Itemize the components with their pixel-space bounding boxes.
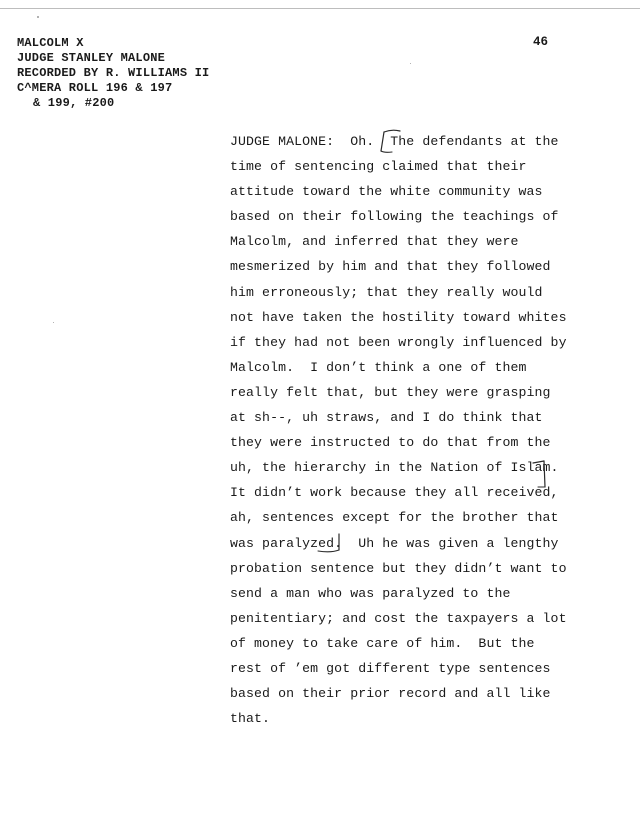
transcript-line: they were instructed to do that from the: [230, 435, 551, 451]
transcript-line: not have taken the hostility toward whites: [230, 309, 567, 325]
transcript-line: time of sentencing claimed that their: [230, 159, 527, 175]
transcript-line: mesmerized by him and that they followed: [230, 259, 551, 275]
transcript-line: penitentiary; and cost the taxpayers a lot: [230, 610, 567, 626]
transcript-line: at sh--, uh straws, and I do think that: [230, 410, 543, 426]
header-recorder: RECORDED BY R. WILLIAMS II: [17, 66, 210, 80]
transcript-line: really felt that, but they were grasping: [230, 384, 551, 400]
transcript-line: attitude toward the white community was: [230, 184, 543, 200]
transcript-line: rest of ’em got different type sentences: [230, 660, 551, 676]
transcript-line: that.: [230, 711, 271, 727]
scan-speck: [53, 322, 54, 323]
transcript-line: uh, the hierarchy in the Nation of Islam.: [230, 460, 559, 476]
transcript-line: was paralyzed. Uh he was given a lengthy: [230, 535, 559, 551]
transcript-line: of money to take care of him. But the: [230, 635, 535, 651]
transcript-line: ah, sentences except for the brother that: [230, 510, 559, 526]
page-top-rule: [0, 8, 640, 9]
transcript-line: based on their prior record and all like: [230, 686, 551, 702]
header-camera-roll-cont: & 199, #200: [33, 96, 115, 110]
transcript-line: Malcolm. I don’t think a one of them: [230, 359, 527, 375]
transcript-line: if they had not been wrongly influenced by: [230, 334, 567, 350]
page-number: 46: [533, 35, 549, 49]
transcript-line: based on their following the teachings of: [230, 209, 559, 225]
transcript-line: JUDGE MALONE: Oh. The defendants at the: [230, 134, 559, 149]
scan-speck: [410, 63, 411, 64]
header-title: MALCOLM X: [17, 36, 84, 50]
scan-speck: [37, 16, 39, 18]
transcript-line: Malcolm, and inferred that they were: [230, 234, 519, 250]
transcript-line: him erroneously; that they really would: [230, 284, 543, 300]
header-subject: JUDGE STANLEY MALONE: [17, 51, 166, 65]
header-camera-roll: C^MERA ROLL 196 & 197: [17, 81, 173, 95]
transcript-line: It didn’t work because they all received,: [230, 485, 559, 501]
document-header: [17, 36, 209, 111]
transcript-body: [230, 129, 630, 731]
transcript-line: send a man who was paralyzed to the: [230, 585, 511, 601]
transcript-line: probation sentence but they didn’t want to: [230, 560, 567, 576]
